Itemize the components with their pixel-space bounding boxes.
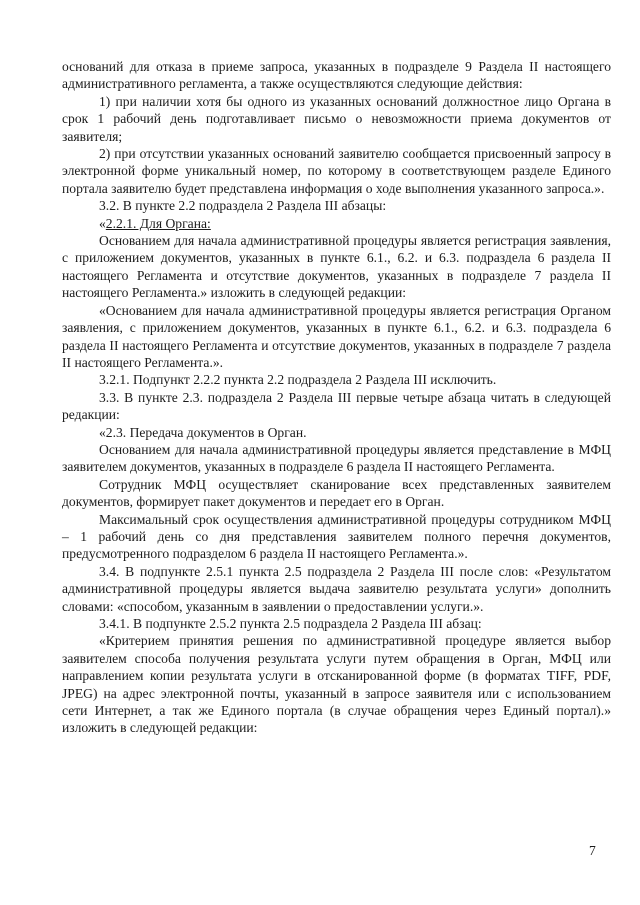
paragraph: 3.4.1. В подпункте 2.5.2 пункта 2.5 подраздела 2 Раздела III абзац: [99, 616, 482, 631]
page-number: 7 [589, 843, 596, 858]
section-heading-organ [62, 215, 611, 232]
paragraph: 3.2. В пункте 2.2 подраздела 2 Раздела III абзацы: [99, 198, 387, 214]
paragraph: Основанием для начала административной процедуры является регистрация заявления, с приложением документов, указанных в пункте 6.1., 6.2. и 6.3. подраздела 6 раздела II настоящего Регламента и отсутствие документов, указанных в подразделе 7 раздела II настоящего Регламента.» изложить в следующей редакции: [62, 233, 611, 301]
section-heading-title: 2.2.1. Для Органа: [105, 215, 211, 231]
paragraph: оснований для отказа в приеме запроса, указанных в подразделе 9 Раздела II настоящего административного регламента, а также осуществляются следующие действия: [62, 59, 611, 92]
paragraph: 3.4. В подпункте 2.5.1 пункта 2.5 подраздела 2 Раздела III после слов: «Результатом административной процедуры является выдача заявителю результата услуги» дополнить словами: «способом, указанным в заявлении о предоставлении услуги.». [62, 563, 611, 614]
paragraph: «Основанием для начала административной процедуры является регистрация Органом заявления, с приложением документов, указанных в пункте 6.1., 6.2. и 6.3. подраздела 6 раздела II настоящего Регламента и отсутствие документов, указанных в подразделе 7 раздела II настоящего Регламента.». [62, 302, 611, 370]
paragraph: Максимальный срок осуществления административной процедуры сотрудником МФЦ – 1 рабочий день со дня представления заявителем полного перечня документов, предусмотренного подразделом 6 раздела II настоящего Регламента.». [62, 511, 611, 562]
paragraph: 2) при отсутствии указанных оснований заявителю сообщается присвоенный запросу в электронной форме уникальный номер, по которому в соответствующем разделе Единого портала заявителю будет представлена информация о ходе выполнения указанного запроса.». [62, 146, 611, 196]
paragraph: Сотрудник МФЦ осуществляет сканирование всех представленных заявителем документов, формирует пакет документов и передает его в Орган. [62, 476, 611, 510]
paragraph: 1) при наличии хотя бы одного из указанных оснований должностное лицо Органа в срок 1 рабочий день подготавливает письмо о невозможности приема документов от заявителя; [62, 93, 611, 144]
paragraph: «2.3. Передача документов в Орган. [99, 424, 307, 440]
paragraph: 3.3. В пункте 2.3. подраздела 2 Раздела III первые четыре абзаца читать в следующей редакции: [62, 389, 611, 423]
paragraph: Основанием для начала административной процедуры является представление в МФЦ заявителем документов, указанных в подразделе 6 раздела II настоящего Регламента. [62, 441, 611, 475]
document-body [62, 58, 611, 737]
paragraph: «Критерием принятия решения по административной процедуре является выбор заявителем способа получения результата услуги путем обращения в Орган, МФЦ или направлением копии результата услуги в отсканированной форме (в форматах TIFF, PDF, JPEG) на адрес электронной почты, указанный в запросе заявителя или с использованием сети Интернет, а так же Единого портала (в случае обращения через Единый портал).» изложить в следующей редакции: [62, 633, 611, 736]
opening-quote: « [99, 215, 106, 231]
paragraph: 3.2.1. Подпункт 2.2.2 пункта 2.2 подраздела 2 Раздела III исключить. [99, 372, 497, 388]
